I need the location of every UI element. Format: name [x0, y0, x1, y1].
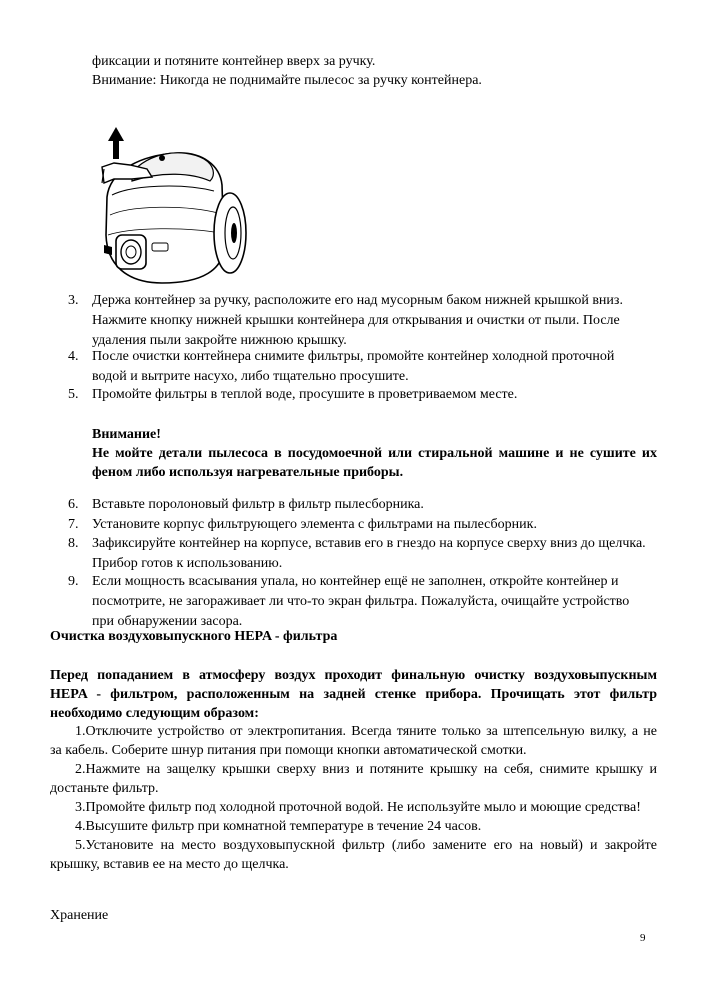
intro-line-1: фиксации и потяните контейнер вверх за ручку.	[92, 54, 376, 69]
list-text: Прибор готов к использованию.	[92, 556, 283, 571]
intro-warning-line: Внимание: Никогда не поднимайте пылесос за ручку контейнера.	[92, 73, 482, 88]
hepa-step	[50, 722, 657, 760]
hepa-intro-line-2: HEPA - фильтром, расположенным на задней стенке прибора. Прочищать этот фильтр	[50, 687, 657, 702]
hepa-step	[50, 760, 657, 798]
list-text: Зафиксируйте контейнер на корпусе, вставив его в гнездо на корпусе сверху вниз до щелчка.	[92, 536, 646, 551]
up-arrow-icon	[108, 127, 124, 159]
list-number: 4.	[68, 349, 79, 364]
list-text: Установите корпус фильтрующего элемента с фильтрами на пылесборник.	[92, 517, 537, 532]
warning-line-2: феном либо используя нагревательные приборы.	[92, 465, 404, 480]
list-text: После очистки контейнера снимите фильтры, промойте контейнер холодной проточной	[92, 349, 615, 364]
list-number: 7.	[68, 517, 79, 532]
list-text: удаления пыли закройте нижнюю крышку.	[92, 333, 347, 348]
hepa-step-line: 5.Установите на место воздуховыпускной фильтр (либо замените его на новый) и закройте	[75, 838, 657, 853]
hepa-step-line: за кабель. Соберите шнур питания при помощи кнопки автоматической смотки.	[50, 743, 527, 758]
list-text: водой и вытрите насухо, либо тщательно просушите.	[92, 369, 409, 384]
vacuum-illustration	[92, 125, 252, 290]
page-number: 9	[640, 932, 646, 944]
hepa-step-line: 2.Нажмите на защелку крышки сверху вниз и потяните крышку на себя, снимите крышку и	[75, 762, 657, 777]
hepa-step-line: 4.Высушите фильтр при комнатной температуре в течение 24 часов.	[75, 819, 482, 834]
section-heading-hepa: Очистка воздуховыпускного HEPA - фильтра	[50, 629, 338, 644]
list-text: Если мощность всасывания упала, но контейнер ещё не заполнен, откройте контейнер и	[92, 574, 619, 589]
warning-title: Внимание!	[92, 427, 161, 442]
list-text: Вставьте поролоновый фильтр в фильтр пылесборника.	[92, 497, 424, 512]
hepa-step-line: крышку, вставив ее на место до щелчка.	[50, 857, 289, 872]
list-text: посмотрите, не загораживает ли что-то экран фильтра. Пожалуйста, очищайте устройство	[92, 594, 630, 609]
hepa-step	[50, 836, 657, 874]
hepa-step	[50, 817, 657, 836]
list-number: 8.	[68, 536, 79, 551]
list-number: 6.	[68, 497, 79, 512]
hepa-step	[50, 798, 657, 817]
warning-line-1: Не мойте детали пылесоса в посудомоечной или стиральной машине и не сушите их	[92, 446, 657, 461]
list-text: Держа контейнер за ручку, расположите его над мусорным баком нижней крышкой вниз.	[92, 293, 623, 308]
section-heading-storage: Хранение	[50, 908, 109, 923]
list-text: при обнаружении засора.	[92, 614, 243, 629]
list-text: Промойте фильтры в теплой воде, просушите в проветриваемом месте.	[92, 387, 518, 402]
hepa-step-line: 1.Отключите устройство от электропитания. Всегда тяните только за штепсельную вилку, а не	[75, 724, 657, 739]
hepa-step-line: достаньте фильтр.	[50, 781, 159, 796]
hepa-intro-line-1: Перед попаданием в атмосферу воздух проходит финальную очистку воздуховыпускным	[50, 668, 657, 683]
list-number: 3.	[68, 293, 79, 308]
hepa-intro-line-3: необходимо следующим образом:	[50, 706, 259, 721]
hepa-step-line: 3.Промойте фильтр под холодной проточной водой. Не используйте мыло и моющие средства!	[75, 800, 641, 815]
list-text: Нажмите кнопку нижней крышки контейнера для открывания и очистки от пыли. После	[92, 313, 620, 328]
list-number: 5.	[68, 387, 79, 402]
list-number: 9.	[68, 574, 79, 589]
